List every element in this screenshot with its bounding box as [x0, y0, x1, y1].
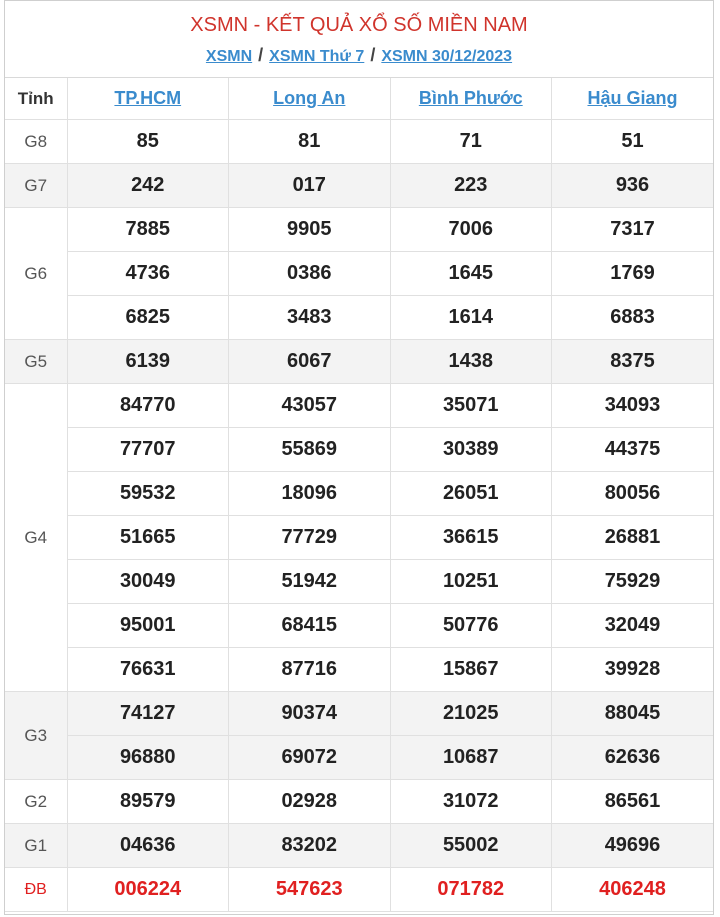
- prize-label: G7: [5, 164, 67, 208]
- breadcrumb-link-xsmn-thu-7[interactable]: XSMN Thứ 7: [269, 48, 365, 65]
- prize-number: 1438: [390, 340, 552, 384]
- prize-number: 77707: [67, 428, 229, 472]
- prize-number: 80056: [552, 472, 714, 516]
- prize-label: G3: [5, 692, 67, 780]
- prize-number: 51942: [229, 560, 391, 604]
- prize-number: 10687: [390, 736, 552, 780]
- breadcrumb-link-xsmn[interactable]: XSMN: [205, 48, 253, 65]
- province-header-tphcm: [67, 78, 229, 120]
- table-row: [5, 604, 713, 648]
- table-row: [5, 296, 713, 340]
- special-prize-number: 406248: [552, 868, 714, 912]
- table-row: [5, 648, 713, 692]
- results-table: [5, 78, 713, 912]
- prize-number: 6139: [67, 340, 229, 384]
- prize-number: 84770: [67, 384, 229, 428]
- prize-number: 51665: [67, 516, 229, 560]
- table-row: [5, 340, 713, 384]
- prize-number: 6067: [229, 340, 391, 384]
- prize-number: 1769: [552, 252, 714, 296]
- prize-number: 7317: [552, 208, 714, 252]
- prize-number: 6825: [67, 296, 229, 340]
- table-row: [5, 428, 713, 472]
- prize-number: 36615: [390, 516, 552, 560]
- province-link-hau-giang[interactable]: Hậu Giang: [587, 88, 678, 108]
- prize-number: 39928: [552, 648, 714, 692]
- prize-number: 95001: [67, 604, 229, 648]
- prize-label: G1: [5, 824, 67, 868]
- prize-number: 89579: [67, 780, 229, 824]
- prize-number: 26051: [390, 472, 552, 516]
- prize-number: 55869: [229, 428, 391, 472]
- table-row: [5, 780, 713, 824]
- prize-number: 26881: [552, 516, 714, 560]
- prize-label: G6: [5, 208, 67, 340]
- prize-number: 90374: [229, 692, 391, 736]
- breadcrumb-separator: /: [258, 45, 264, 65]
- prize-number: 34093: [552, 384, 714, 428]
- province-link-tphcm[interactable]: TP.HCM: [114, 88, 182, 108]
- prize-number: 7885: [67, 208, 229, 252]
- prize-label: G8: [5, 120, 67, 164]
- prize-number: 0386: [229, 252, 391, 296]
- prize-number: 88045: [552, 692, 714, 736]
- table-row: [5, 868, 713, 912]
- table-row: [5, 252, 713, 296]
- prize-number: 49696: [552, 824, 714, 868]
- breadcrumb: [5, 45, 713, 67]
- results-body: [5, 120, 713, 912]
- prize-number: 68415: [229, 604, 391, 648]
- prize-label: G5: [5, 340, 67, 384]
- table-row: [5, 120, 713, 164]
- prize-number: 6883: [552, 296, 714, 340]
- table-row: [5, 384, 713, 428]
- prize-number: 4736: [67, 252, 229, 296]
- prize-label: G4: [5, 384, 67, 692]
- table-row: [5, 736, 713, 780]
- prize-number: 44375: [552, 428, 714, 472]
- prize-number: 02928: [229, 780, 391, 824]
- breadcrumb-link-xsmn-date[interactable]: XSMN 30/12/2023: [381, 48, 513, 65]
- prize-number: 32049: [552, 604, 714, 648]
- prize-number: 83202: [229, 824, 391, 868]
- page-title: XSMN - KẾT QUẢ XỔ SỐ MIỀN NAM: [190, 14, 528, 36]
- prize-number: 21025: [390, 692, 552, 736]
- prize-number: 96880: [67, 736, 229, 780]
- prize-number: 15867: [390, 648, 552, 692]
- prize-number: 017: [229, 164, 391, 208]
- province-header-binh-phuoc: [390, 78, 552, 120]
- prize-number: 86561: [552, 780, 714, 824]
- province-column-header: Tỉnh: [5, 78, 67, 120]
- table-row: [5, 472, 713, 516]
- prize-number: 9905: [229, 208, 391, 252]
- prize-number: 1645: [390, 252, 552, 296]
- prize-label: ĐB: [5, 868, 67, 912]
- results-header: [5, 1, 713, 78]
- prize-number: 81: [229, 120, 391, 164]
- province-link-binh-phuoc[interactable]: Bình Phước: [418, 88, 523, 108]
- breadcrumb-separator: /: [370, 45, 376, 65]
- prize-number: 76631: [67, 648, 229, 692]
- table-row: [5, 208, 713, 252]
- special-prize-number: 071782: [390, 868, 552, 912]
- province-header-long-an: [229, 78, 391, 120]
- special-prize-number: 006224: [67, 868, 229, 912]
- prize-number: 242: [67, 164, 229, 208]
- table-row: [5, 560, 713, 604]
- prize-number: 50776: [390, 604, 552, 648]
- province-link-long-an[interactable]: Long An: [273, 88, 346, 108]
- prize-number: 74127: [67, 692, 229, 736]
- prize-number: 85: [67, 120, 229, 164]
- table-row: [5, 164, 713, 208]
- results-card: [4, 0, 714, 915]
- prize-number: 18096: [229, 472, 391, 516]
- prize-number: 69072: [229, 736, 391, 780]
- prize-number: 223: [390, 164, 552, 208]
- prize-number: 77729: [229, 516, 391, 560]
- prize-number: 04636: [67, 824, 229, 868]
- special-prize-number: 547623: [229, 868, 391, 912]
- prize-number: 1614: [390, 296, 552, 340]
- prize-number: 936: [552, 164, 714, 208]
- prize-number: 75929: [552, 560, 714, 604]
- table-row: [5, 692, 713, 736]
- prize-number: 7006: [390, 208, 552, 252]
- prize-number: 87716: [229, 648, 391, 692]
- prize-label: G2: [5, 780, 67, 824]
- table-row: [5, 824, 713, 868]
- prize-number: 30049: [67, 560, 229, 604]
- table-row: [5, 516, 713, 560]
- prize-number: 31072: [390, 780, 552, 824]
- prize-number: 51: [552, 120, 714, 164]
- prize-number: 71: [390, 120, 552, 164]
- prize-number: 35071: [390, 384, 552, 428]
- prize-number: 30389: [390, 428, 552, 472]
- prize-number: 3483: [229, 296, 391, 340]
- prize-number: 55002: [390, 824, 552, 868]
- prize-number: 43057: [229, 384, 391, 428]
- prize-number: 8375: [552, 340, 714, 384]
- prize-number: 59532: [67, 472, 229, 516]
- prize-number: 10251: [390, 560, 552, 604]
- province-header-hau-giang: [552, 78, 714, 120]
- table-header-row: [5, 78, 713, 120]
- prize-number: 62636: [552, 736, 714, 780]
